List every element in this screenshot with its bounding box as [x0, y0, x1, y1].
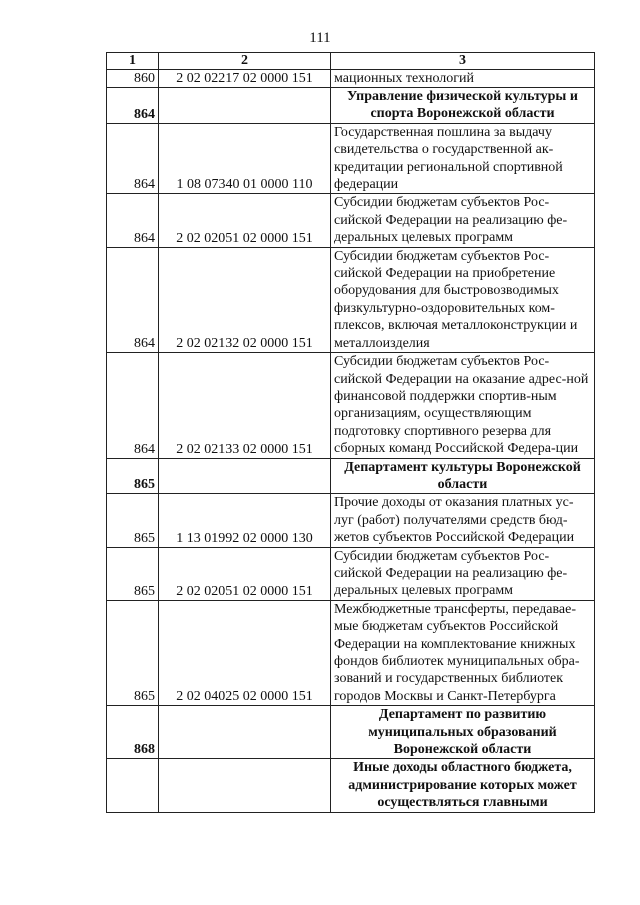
admin-code: 864	[107, 247, 159, 352]
department-name: Департамент по развитию муниципальных образований Воронежской области	[331, 706, 595, 759]
revenue-code: 1 13 01992 02 0000 130	[159, 494, 331, 547]
header-col-2: 2	[159, 53, 331, 70]
revenue-code: 2 02 02051 02 0000 151	[159, 194, 331, 247]
department-row	[107, 88, 595, 124]
revenue-code	[159, 706, 331, 759]
admin-code: 865	[107, 458, 159, 494]
revenue-code	[159, 88, 331, 124]
admin-code: 864	[107, 353, 159, 458]
department-row	[107, 759, 595, 812]
table-row	[107, 353, 595, 458]
revenue-name: мационных технологий	[331, 70, 595, 88]
admin-code: 865	[107, 547, 159, 600]
table-row	[107, 123, 595, 194]
revenue-code: 2 02 02051 02 0000 151	[159, 547, 331, 600]
table-row	[107, 194, 595, 247]
department-row	[107, 458, 595, 494]
table-row	[107, 494, 595, 547]
table-row	[107, 247, 595, 352]
admin-code: 868	[107, 706, 159, 759]
revenue-code	[159, 759, 331, 812]
revenue-codes-table	[106, 52, 595, 813]
table-header-row	[107, 53, 595, 70]
revenue-name: Прочие доходы от оказания платных ус-луг (работ) получателями средств бюд-жетов субъектов Российской Федерации	[331, 494, 595, 547]
header-col-3: 3	[331, 53, 595, 70]
header-col-1: 1	[107, 53, 159, 70]
table-row	[107, 70, 595, 88]
admin-code: 864	[107, 123, 159, 194]
department-name: Департамент культуры Воронежской области	[331, 458, 595, 494]
admin-code: 860	[107, 70, 159, 88]
admin-code: 864	[107, 88, 159, 124]
revenue-name: Субсидии бюджетам субъектов Рос-сийской Федерации на реализацию фе-деральных целевых программ	[331, 547, 595, 600]
revenue-code: 2 02 04025 02 0000 151	[159, 600, 331, 705]
admin-code: 865	[107, 494, 159, 547]
revenue-code	[159, 458, 331, 494]
revenue-code: 2 02 02132 02 0000 151	[159, 247, 331, 352]
table-row	[107, 547, 595, 600]
table-row	[107, 600, 595, 705]
revenue-name: Субсидии бюджетам субъектов Рос-сийской Федерации на оказание адрес-ной финансовой поддержки спортив-ным организациям, осуществляющим подготовку спортивного резерва для сборных команд Российской Федера-ции	[331, 353, 595, 458]
department-row	[107, 706, 595, 759]
revenue-code: 1 08 07340 01 0000 110	[159, 123, 331, 194]
revenue-name: Межбюджетные трансферты, передавае-мые бюджетам субъектов Российской Федерации на комплектование книжных фондов библиотек муниципальных обра-зований и государственных библиотек городов Москвы и Санкт-Петербурга	[331, 600, 595, 705]
admin-code: 865	[107, 600, 159, 705]
page-number: 111	[309, 30, 331, 46]
admin-code	[107, 759, 159, 812]
section-heading: Иные доходы областного бюджета, администрирование которых может осуществляться главными	[331, 759, 595, 812]
revenue-code: 2 02 02133 02 0000 151	[159, 353, 331, 458]
revenue-code: 2 02 02217 02 0000 151	[159, 70, 331, 88]
revenue-name: Государственная пошлина за выдачу свидетельства о государственной ак-кредитации региональной спортивной федерации	[331, 123, 595, 194]
revenue-name: Субсидии бюджетам субъектов Рос-сийской Федерации на приобретение оборудования для быстровозводимых физкультурно-оздоровительных ком-плексов, включая металлоконструкции и металлоизделия	[331, 247, 595, 352]
revenue-name: Субсидии бюджетам субъектов Рос-сийской Федерации на реализацию фе-деральных целевых программ	[331, 194, 595, 247]
department-name: Управление физической культуры и спорта Воронежской области	[331, 88, 595, 124]
admin-code: 864	[107, 194, 159, 247]
